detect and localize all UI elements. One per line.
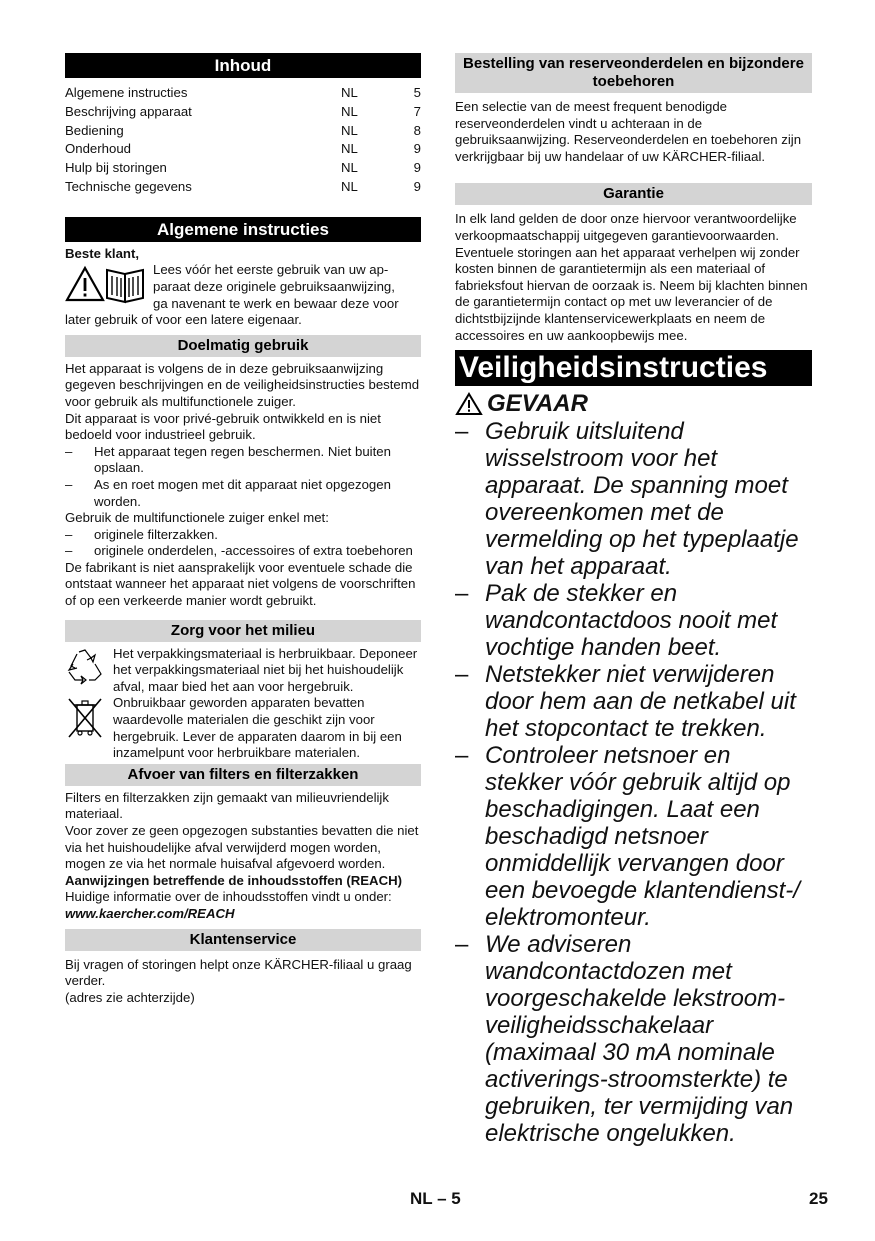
paragraph: Huidige informatie over de inhoudsstoffen vindt u onder:: [65, 889, 392, 905]
toc-title: Beschrijving apparaat: [65, 103, 192, 119]
dash: –: [65, 526, 73, 542]
toc-title: Hulp bij storingen: [65, 160, 167, 176]
intended-use-heading: Doelmatig gebruik: [65, 335, 421, 357]
warning-book-icons: [65, 262, 153, 312]
paragraph: De fabrikant is niet aansprakelijk voor eventuele schade die ontstaat wanneer het apparaat niet volgens de voorschriften of op een verkeerde manier wordt gebruikt.: [65, 559, 416, 609]
weee-text: Onbruikbaar geworden apparaten bevatten waardevolle materialen die geschikt zijn voor hergebruik. Lever de apparaten daarom in bij een inzamelpunt voor herbruikbare materialen.: [113, 695, 402, 761]
danger-title: [455, 390, 812, 418]
weee-icon-wrap: [65, 695, 113, 761]
toc-lang: NL: [341, 141, 358, 157]
dash: –: [455, 580, 469, 608]
right-column: [455, 53, 812, 1147]
toc-row[interactable]: [65, 159, 421, 178]
safety-text: Pak de stekker en wandcontactdoos nooit met vochtige handen beet.: [485, 580, 778, 662]
safety-text: Gebruik uitsluitend wisselstroom voor het apparaat. De spanning moet overeenkomen met de vermelding op het typeplaatje van het apparaat.: [485, 418, 799, 581]
toc-row[interactable]: [65, 178, 421, 197]
paragraph: Filters en filterzakken zijn gemaakt van milieuvriendelijk materiaal.: [65, 789, 389, 822]
paragraph: Voor zover ze geen opgezogen substanties bevatten die niet via het huishoudelijke afval verwijderd mogen worden, mogen ze via het normale huisafval afgevoerd worden.: [65, 823, 419, 872]
warranty-heading: Garantie: [455, 183, 812, 205]
safety-heading: Veiligheidsinstructies: [455, 350, 812, 386]
paragraph: Bij vragen of storingen helpt onze KÄRCHER-filiaal u graag verder.: [65, 956, 412, 989]
toc-lang: NL: [341, 103, 358, 119]
paragraph: (adres zie achterzijde): [65, 989, 195, 1005]
left-column: [65, 53, 421, 1006]
intro-line: Lees vóór het eerste gebruik van uw ap-: [153, 262, 389, 278]
general-heading: Algemene instructies: [65, 217, 421, 242]
toc-page: 9: [413, 141, 421, 157]
intro-line: paraat deze originele gebruiksaanwijzing,: [153, 278, 395, 294]
danger-label: GEVAAR: [487, 390, 588, 418]
safety-item: [455, 418, 812, 580]
footer-section: NL – 5: [410, 1189, 461, 1208]
paragraph: Dit apparaat is voor privé-gebruik ontwikkeld en is niet bedoeld voor industrieel gebruik.: [65, 410, 381, 443]
safety-item: [455, 580, 812, 661]
recycle-icon: [65, 646, 105, 686]
recycle-text: Het verpakkingsmateriaal is herbruikbaar. Deponeer het verpakkingsmateriaal niet bij het huishoudelijk afval, maar bied het aan voor hergebruik.: [113, 645, 418, 694]
crossed-bin-icon: [65, 695, 105, 743]
toc-row[interactable]: [65, 122, 421, 141]
dash: –: [455, 931, 469, 959]
paragraph: Het apparaat is volgens de in deze gebruiksaanwijzing gegeven beschrijvingen en de veiligheidsinstructies bestemd voor gebruik als multifunctionele zuiger.: [65, 360, 420, 409]
warning-triangle-icon: [455, 392, 483, 416]
paragraph: Gebruik de multifunctionele zuiger enkel met:: [65, 510, 329, 526]
filters-body: [65, 790, 421, 923]
reach-link[interactable]: www.kaercher.com/REACH: [65, 905, 235, 921]
dash: –: [65, 443, 73, 459]
dash: –: [455, 418, 469, 446]
list-text: originele onderdelen, -accessoires of extra toebehoren: [94, 543, 413, 559]
list-item: [65, 527, 421, 544]
weee-block: [65, 695, 421, 761]
intro-block: [65, 262, 421, 312]
page-number: 25: [809, 1189, 828, 1208]
safety-text: Netstekker niet verwijderen door hem aan de netkabel uit het stopcontact te trekken.: [485, 661, 796, 743]
toc-title: Technische gegevens: [65, 178, 192, 194]
toc-heading: Inhoud: [65, 53, 421, 78]
paragraph: Een selectie van de meest frequent benodigde reserveonderdelen vindt u achteraan in de gebruiksaanwijzing. Reserveonderdelen en toebehoren zijn verkrijgbaar bij uw handelaar of uw KÄRCHER-filiaal.: [455, 99, 802, 164]
intended-use-body: [65, 361, 421, 610]
warning-manual-icon: [65, 264, 151, 304]
recycle-icon-wrap: [65, 646, 113, 696]
list-text: originele filterzakken.: [94, 526, 218, 542]
safety-text: We adviseren wandcontactdozen met voorgeschakelde lekstroom-veiligheidsschakelaar (maximaal 30 mA nominale activerings-stroomsterkte) te gebruiken, ter vermijding van elektrische ongelukken.: [485, 931, 794, 1148]
dash: –: [455, 742, 469, 770]
toc-page: 8: [413, 122, 421, 138]
toc-row[interactable]: [65, 140, 421, 159]
safety-item: [455, 661, 812, 742]
list-text: Het apparaat tegen regen beschermen. Niet buiten opslaan.: [94, 443, 391, 476]
list-item: [65, 444, 421, 477]
intro-tail: later gebruik of voor een latere eigenaar.: [65, 312, 302, 328]
safety-text: Controleer netsnoer en stekker vóór gebruik altijd op beschadigingen. Laat een beschadigd netsnoer onmiddellijk vervangen door een bevoegde klantendienst-/ elektromonteur.: [485, 742, 800, 932]
toc-lang: NL: [341, 160, 358, 176]
list-text: As en roet mogen met dit apparaat niet opgezogen worden.: [94, 476, 391, 509]
toc-page: 9: [413, 160, 421, 176]
reach-heading: Aanwijzingen betreffende de inhoudsstoffen (REACH): [65, 872, 403, 888]
environment-heading: Zorg voor het milieu: [65, 620, 421, 642]
toc-title: Algemene instructies: [65, 85, 188, 100]
toc-title: Bediening: [65, 122, 124, 138]
service-body: [65, 957, 421, 1007]
salutation: Beste klant,: [65, 245, 140, 261]
toc-lang: NL: [341, 122, 358, 138]
toc-lang: NL: [341, 85, 358, 100]
safety-item: [455, 931, 812, 1147]
safety-item: [455, 742, 812, 931]
toc-title: Onderhoud: [65, 141, 131, 157]
dash: –: [65, 476, 73, 492]
dash: –: [65, 543, 73, 559]
intro-text: [153, 262, 421, 312]
toc-row[interactable]: [65, 84, 421, 103]
recycle-block: [65, 646, 421, 696]
parts-heading: Bestelling van reserveonderdelen en bijzondere toebehoren: [455, 53, 812, 93]
list-item: [65, 477, 421, 510]
safety-list: [455, 418, 812, 1147]
toc-row[interactable]: [65, 103, 421, 122]
list-item: [65, 543, 421, 560]
intro-line: ga navenant te werk en bewaar deze voor: [153, 295, 399, 311]
filters-heading: Afvoer van filters en filterzakken: [65, 764, 421, 786]
toc-lang: NL: [341, 178, 358, 194]
dash: –: [455, 661, 469, 689]
toc-page: 7: [413, 103, 421, 119]
service-heading: Klantenservice: [65, 929, 421, 951]
paragraph: In elk land gelden de door onze hiervoor verantwoordelijke verkoopmaatschappij uitgegeven garantievoorwaarden. Eventuele storingen aan het apparaat verhelpen wij zonder kosten binnen de garantietermijn als een materiaal of fabrieksfout hiervan de oorzaak is. Neem bij klachten binnen de garantietermijn contact op met uw leverancier of de dichtstbijzijnde klantenservicewerkplaats en neem de accessoires en uw aankoopbewijs mee.: [455, 211, 808, 343]
toc-page: 5: [413, 85, 421, 100]
toc-list: [65, 84, 421, 197]
toc-page: 9: [413, 178, 421, 194]
